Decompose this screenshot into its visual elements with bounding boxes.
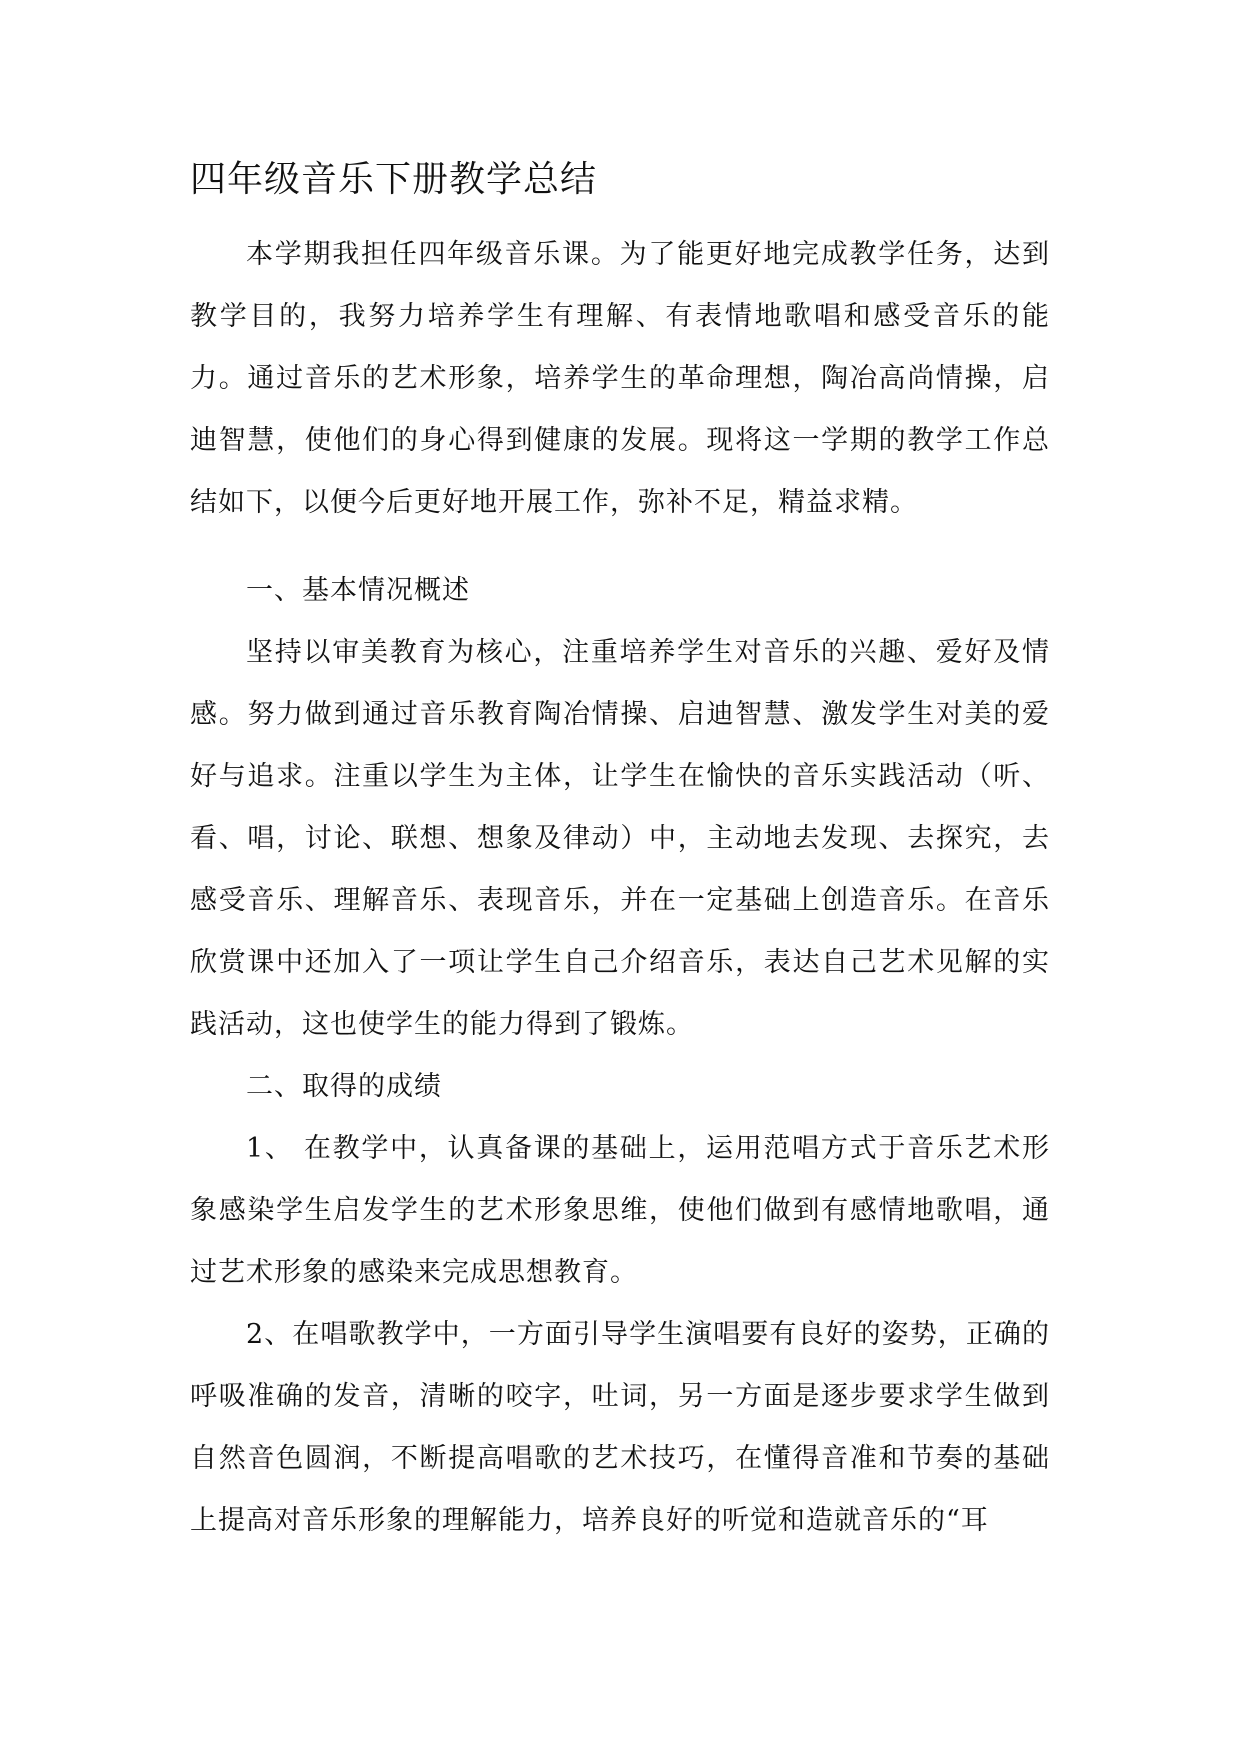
section-heading-2: 二、取得的成绩 [246, 1071, 442, 1102]
document-title: 四年级音乐下册教学总结 [190, 159, 598, 200]
document-content [190, 150, 1050, 1552]
intro-paragraph: 本学期我担任四年级音乐课。为了能更好地完成教学任务，达到教学目的，我努力培养学生有理解、有表情地歌唱和感受音乐的能力。通过音乐的艺术形象，培养学生的革命理想，陶冶高尚情操，启迪智慧，使他们的身心得到健康的发展。现将这一学期的教学工作总结如下，以便今后更好地开展工作，弥补不足，精益求精。 [190, 239, 1050, 518]
paragraph-spacer [190, 534, 1050, 560]
section-heading-1: 一、基本情况概述 [246, 575, 470, 606]
section-2-item-1: 1、 在教学中，认真备课的基础上，运用范唱方式于音乐艺术形象感染学生启发学生的艺术形象思维，使他们做到有感情地歌唱，通过艺术形象的感染来完成思想教育。 [190, 1133, 1050, 1288]
section-1-paragraph: 坚持以审美教育为核心，注重培养学生对音乐的兴趣、爱好及情感。努力做到通过音乐教育陶冶情操、启迪智慧、激发学生对美的爱好与追求。注重以学生为主体，让学生在愉快的音乐实践活动（听、看、唱，讨论、联想、想象及律动）中，主动地去发现、去探究，去感受音乐、理解音乐、表现音乐，并在一定基础上创造音乐。在音乐欣赏课中还加入了一项让学生自己介绍音乐，表达自己艺术见解的实践活动，这也使学生的能力得到了锻炼。 [190, 637, 1050, 1040]
section-2-item-2: 2、在唱歌教学中，一方面引导学生演唱要有良好的姿势，正确的呼吸准确的发音，清晰的咬字，吐词，另一方面是逐步要求学生做到自然音色圆润，不断提高唱歌的艺术技巧，在懂得音准和节奏的基础上提高对音乐形象的理解能力，培养良好的听觉和造就音乐的“耳 [190, 1319, 1050, 1536]
